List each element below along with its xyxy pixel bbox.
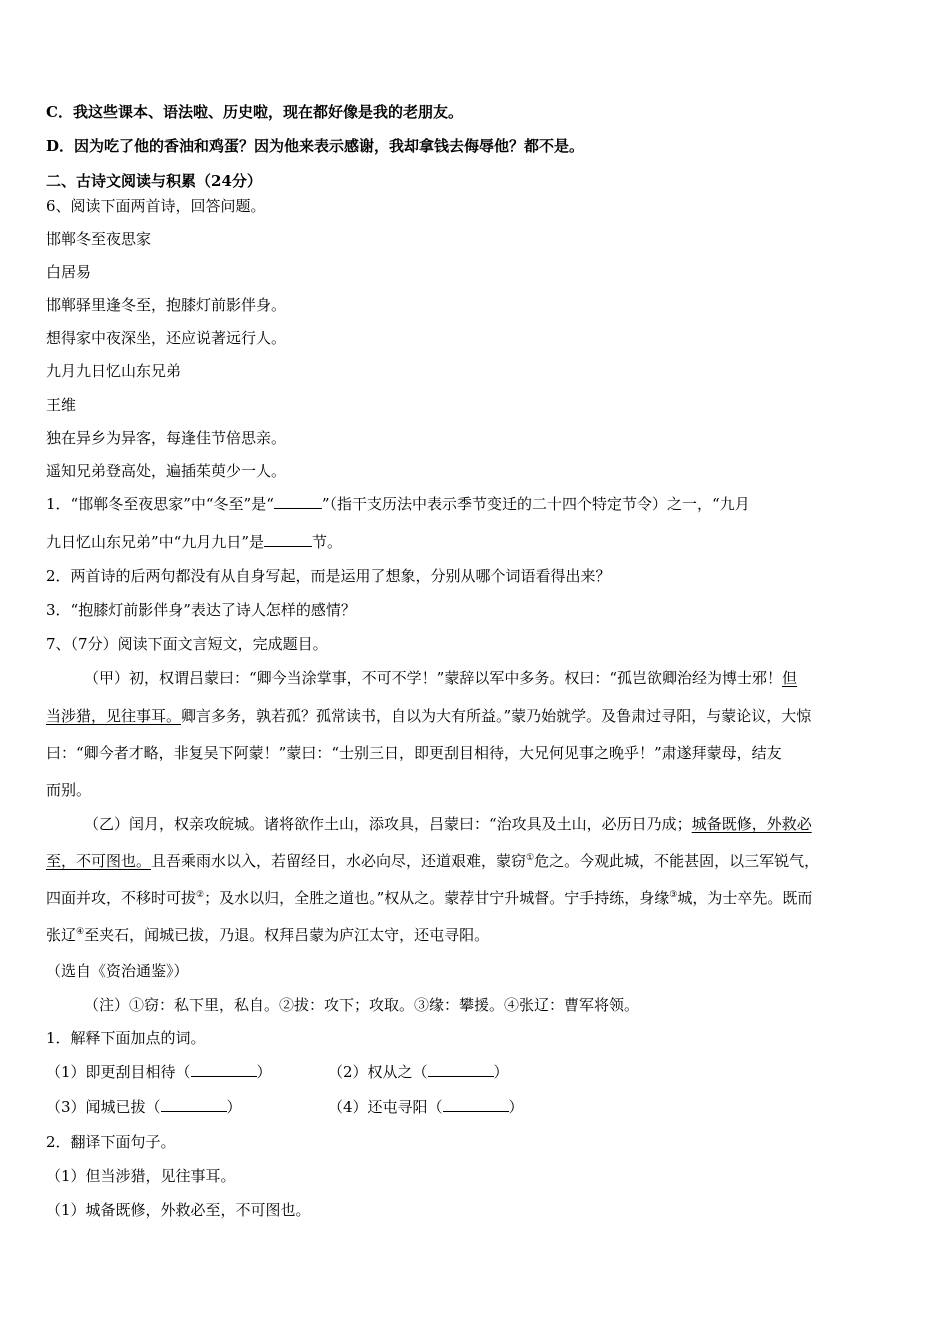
q6-1-line2: 九日忆山东兄弟”中“九月九日”是 节。 [46, 533, 343, 551]
q7-1-item1: （1）即更刮目相待（ ） [46, 1063, 272, 1081]
passage-jia-line3: 曰：“卿今者才略，非复吴下阿蒙！”蒙曰：“士别三日，即更刮目相待，大兄何见事之晚乎！”肃遂拜蒙母，结友 [46, 744, 782, 762]
q6-1-line1: 1．“邯郸冬至夜思家”中“冬至”是“ ”（指干支历法中表示季节变迁的二十四个特定节令）之一，“九月 [46, 495, 750, 513]
question-6-prompt: 6、阅读下面两首诗，回答问题。 [46, 197, 266, 215]
answer-blank-2[interactable] [264, 532, 312, 547]
poem1-author: 白居易 [46, 263, 92, 281]
option-c: C．我这些课本、语法啦、历史啦，现在都好像是我的老朋友。 [46, 103, 463, 121]
poem2-author: 王维 [46, 396, 77, 414]
q7-1-item3: （3）闻城已拔（ ） [46, 1098, 242, 1116]
answer-blank-6[interactable] [443, 1097, 509, 1112]
question-7-prompt: 7、（7分）阅读下面文言短文，完成题目。 [46, 635, 328, 653]
passage-yi-line4: 张辽④至夹石，闻城已拔，乃退。权拜吕蒙为庐江太守，还屯寻阳。 [46, 926, 490, 944]
answer-blank-1[interactable] [274, 494, 322, 509]
passage-yi-line2: 至，不可图也。且吾乘雨水以入，若留经日，水必向尽，还道艰难，蒙窃①危之。今观此城，不能甚固，以三军锐气， [46, 852, 820, 870]
q7-2-item2: （1）城备既修，外救必至，不可图也。 [46, 1201, 311, 1219]
passage-jia-line1: （甲）初，权谓吕蒙曰：“卿今当涂掌事，不可不学！”蒙辞以军中多务。权曰：“孤岂欲卿治经为博士邪！但 [84, 669, 798, 687]
q7-1-item2: （2）权从之（ ） [328, 1063, 509, 1081]
passage-yi-line3: 四面并攻，不移时可拔②；及水以归，全胜之道也。”权从之。蒙荐甘宁升城督。宁手持练，身缘③城，为士卒先。既而 [46, 889, 813, 907]
poem1-title: 邯郸冬至夜思家 [46, 230, 152, 248]
answer-blank-3[interactable] [191, 1062, 257, 1077]
q6-3: 3．“抱膝灯前影伴身”表达了诗人怎样的感情？ [46, 601, 356, 619]
passage-jia-line4: 而别。 [46, 781, 92, 799]
answer-blank-5[interactable] [161, 1097, 227, 1112]
q7-2-title: 2．翻译下面句子。 [46, 1133, 176, 1151]
q6-2: 2．两首诗的后两句都没有从自身写起，而是运用了想象，分别从哪个词语看得出来？ [46, 567, 611, 585]
poem2-line2: 遥知兄弟登高处，遍插茱萸少一人。 [46, 462, 287, 480]
q7-1-title: 1．解释下面加点的词。 [46, 1029, 206, 1047]
poem1-line1: 邯郸驿里逢冬至，抱膝灯前影伴身。 [46, 296, 287, 314]
answer-blank-4[interactable] [428, 1062, 494, 1077]
passage-notes: （注）①窃：私下里，私自。②拔：攻下；攻取。③缘：攀援。④张辽：曹军将领。 [84, 996, 640, 1014]
passage-yi-line1: （乙）闰月，权亲攻皖城。诸将欲作土山，添攻具，吕蒙曰：“治攻具及土山，必历日乃成；城备既修，外救必 [84, 815, 812, 833]
q7-1-item4: （4）还屯寻阳（ ） [328, 1098, 524, 1116]
passage-jia-line2: 当涉猎，见往事耳。卿言多务，孰若孤？孤常读书，自以为大有所益。”蒙乃始就学。及鲁肃过寻阳，与蒙论议，大惊 [46, 707, 812, 725]
option-d: D．因为吃了他的香油和鸡蛋？因为他来表示感谢，我却拿钱去侮辱他？都不是。 [46, 137, 585, 155]
poem1-line2: 想得家中夜深坐，还应说著远行人。 [46, 329, 287, 347]
poem2-title: 九月九日忆山东兄弟 [46, 362, 182, 380]
passage-source: （选自《资治通鉴》） [46, 962, 189, 980]
section-heading: 二、古诗文阅读与积累（24分） [46, 172, 262, 190]
poem2-line1: 独在异乡为异客，每逢佳节倍思亲。 [46, 429, 287, 447]
q7-2-item1: （1）但当涉猎，见往事耳。 [46, 1167, 236, 1185]
